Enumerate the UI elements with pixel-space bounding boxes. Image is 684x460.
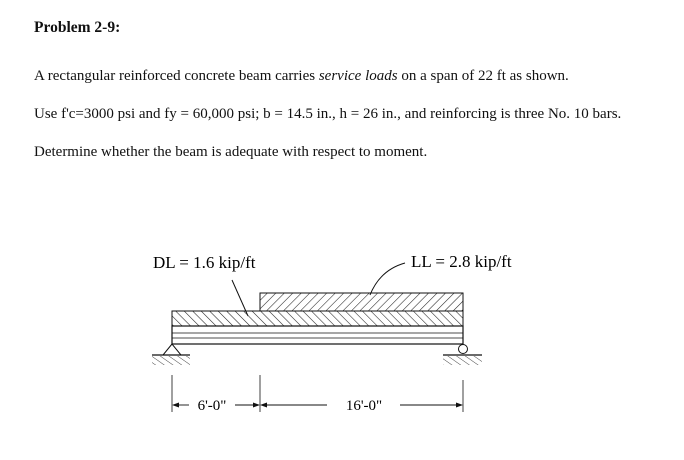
statement-text: on a span of 22 ft as shown. bbox=[397, 68, 569, 84]
live-load-label: LL = 2.8 kip/ft bbox=[411, 252, 512, 271]
problem-title: Problem 2-9: bbox=[34, 19, 121, 36]
statement-text: A rectangular reinforced concrete beam carries bbox=[34, 68, 319, 84]
problem-statement-line-3: Determine whether the beam is adequate with respect to moment. bbox=[34, 144, 428, 160]
dimension-16ft-label: 16'-0" bbox=[345, 398, 383, 414]
live-load-leader bbox=[370, 263, 405, 295]
beam bbox=[172, 326, 463, 344]
problem-statement-line-2: Use f'c=3000 psi and fy = 60,000 psi; b = 14.5 in., h = 26 in., and reinforcing is three No. 10 bars. bbox=[34, 106, 622, 122]
roller-support-right bbox=[443, 345, 482, 366]
service-loads-emphasis: service loads bbox=[318, 68, 398, 84]
dead-load-label: DL = 1.6 kip/ft bbox=[153, 253, 256, 272]
dimension-6ft-label: 6'-0" bbox=[197, 398, 227, 414]
live-load-band bbox=[260, 293, 463, 311]
pin-support-left bbox=[152, 344, 190, 365]
dead-load-band bbox=[172, 311, 463, 326]
